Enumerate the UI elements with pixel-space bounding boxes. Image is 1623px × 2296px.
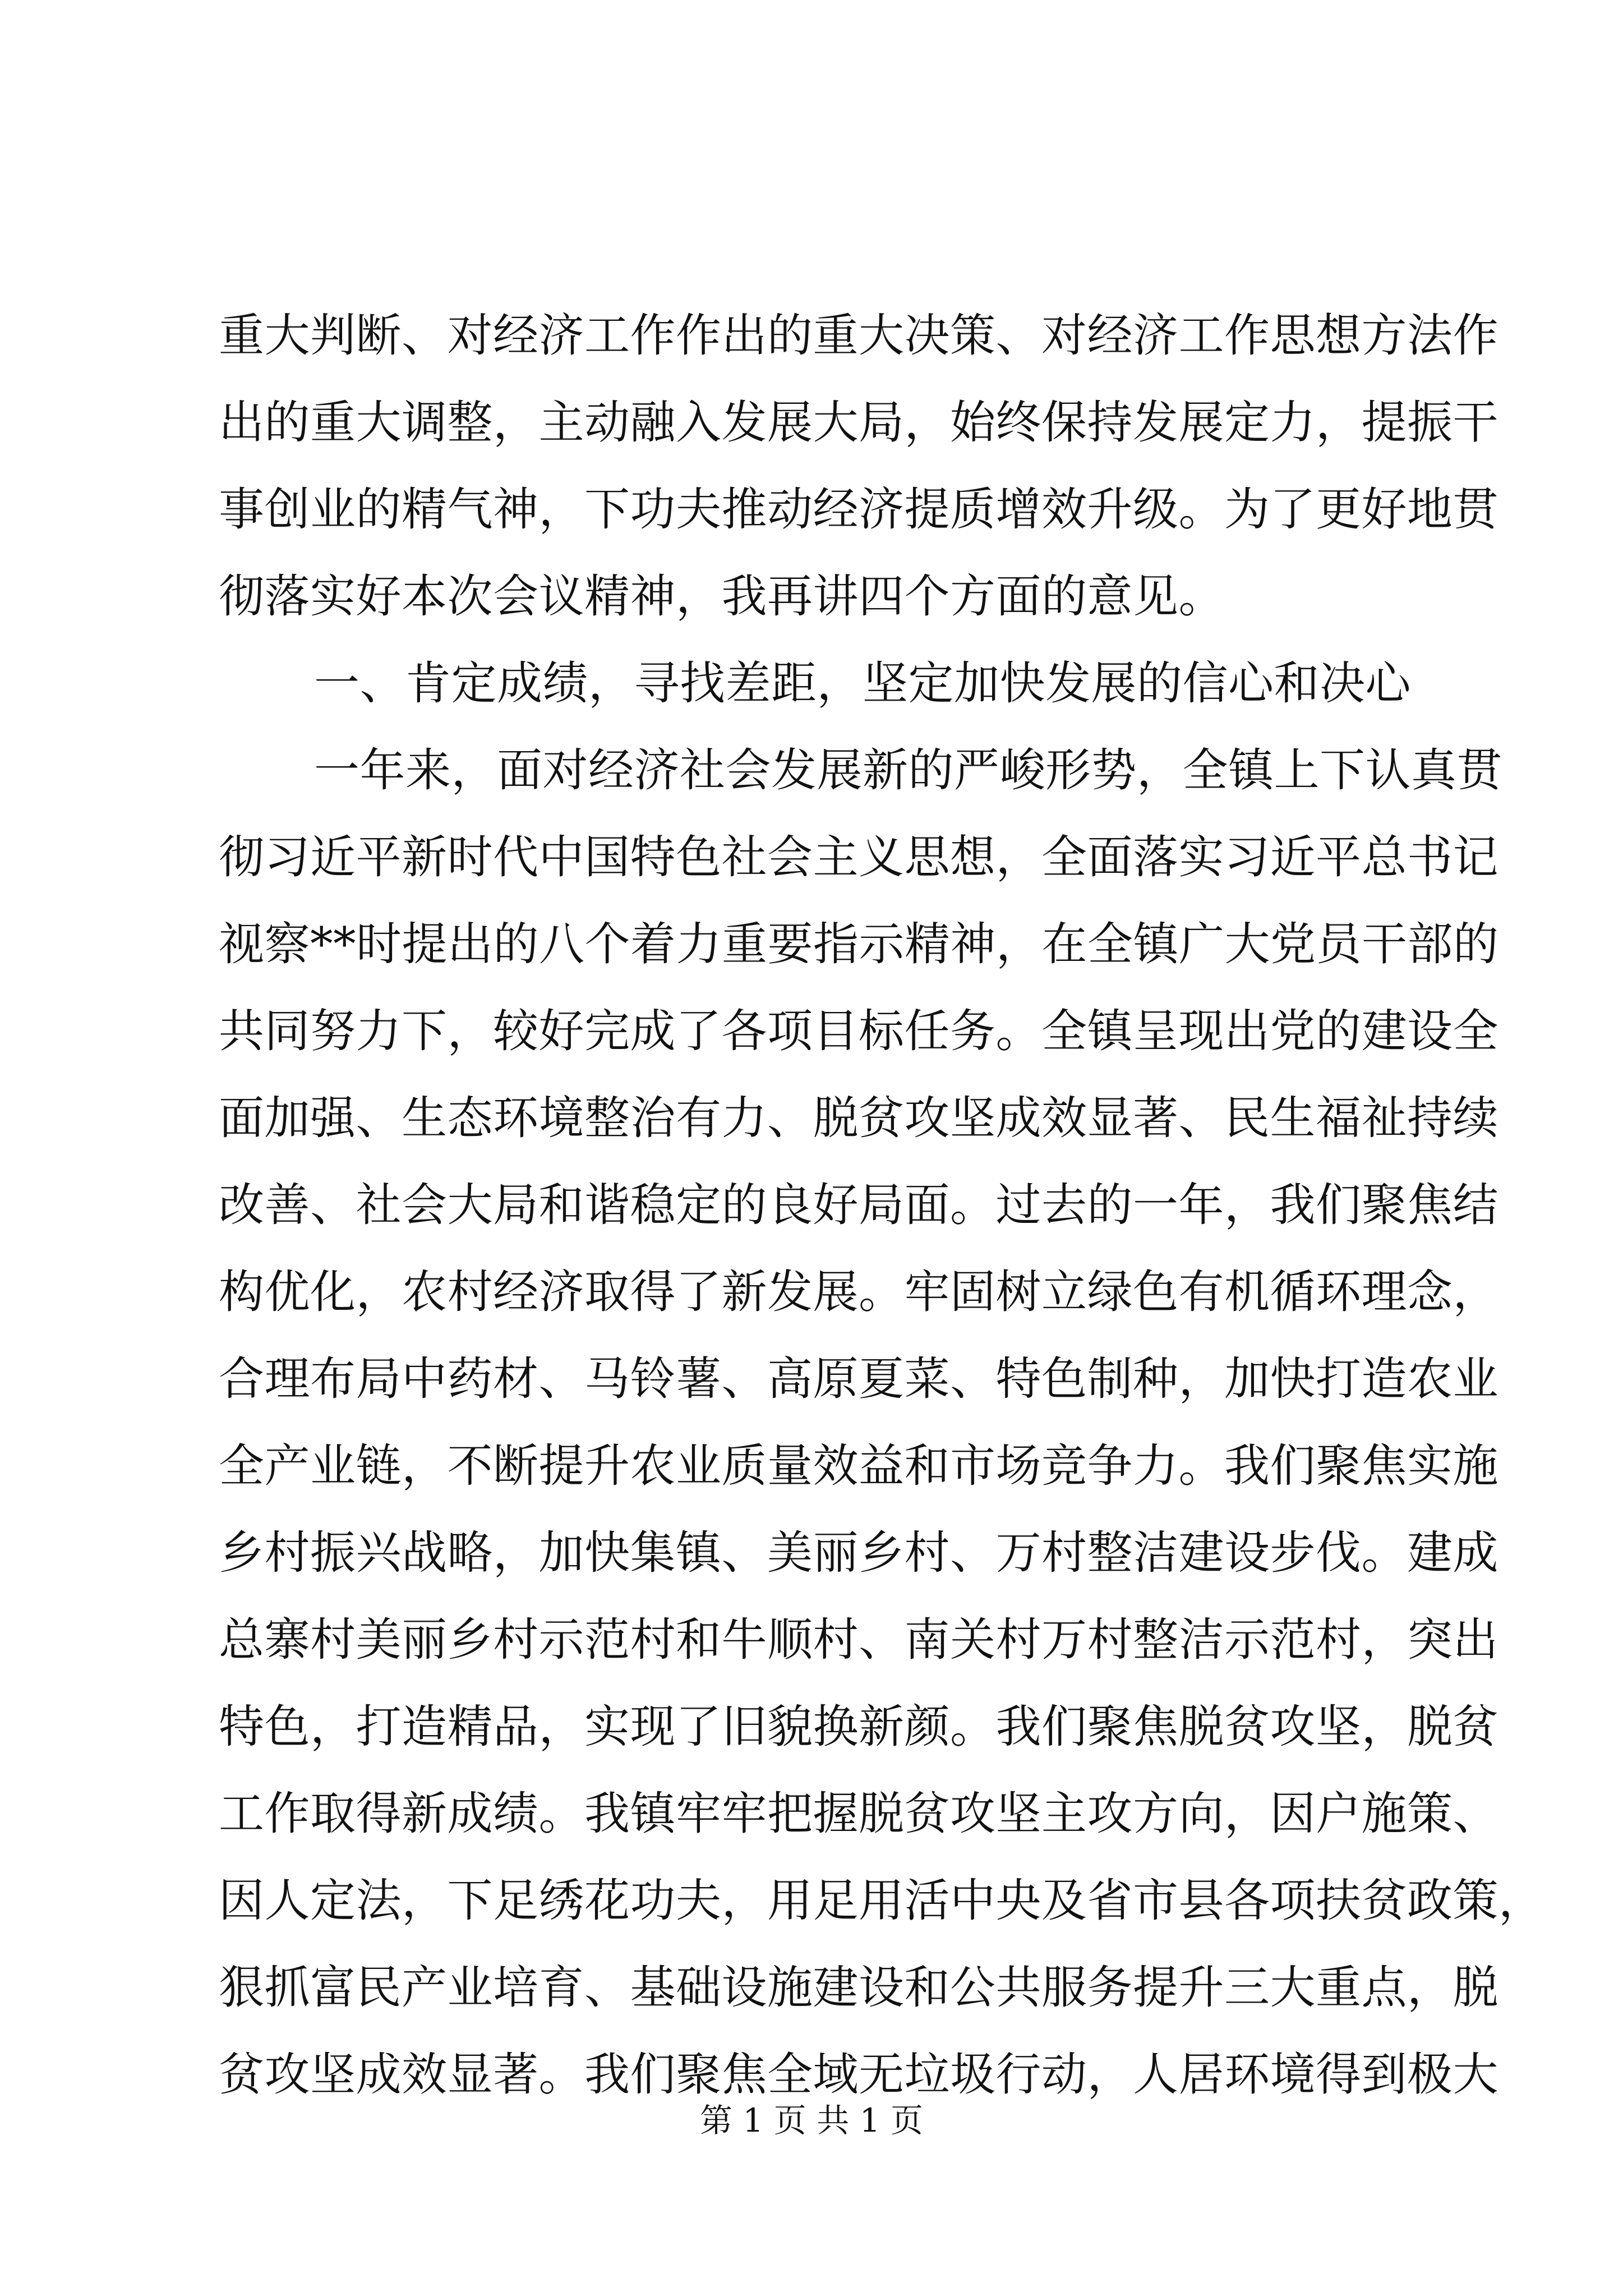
text-line: 全产业链，不断提升农业质量效益和市场竞争力。我们聚焦实施 — [219, 1440, 1499, 1493]
text-line: 彻落实好本次会议精神，我再讲四个方面的意见。 — [219, 570, 1225, 623]
text-line: 狠抓富民产业培育、基础设施建设和公共服务提升三大重点，脱 — [219, 1962, 1499, 2014]
text-line: 工作取得新成绩。我镇牢牢把握脱贫攻坚主攻方向，因户施策、 — [219, 1788, 1499, 1841]
section-heading: 一、肯定成绩，寻找差距，坚定加快发展的信心和决心 — [314, 657, 1412, 710]
text-line: 贫攻坚成效显著。我们聚焦全域无垃圾行动，人居环境得到极大 — [219, 2049, 1499, 2101]
text-line: 因人定法，下足绣花功夫，用足用活中央及省市县各项扶贫政策， — [219, 1875, 1544, 1927]
paragraph-first-line: 一年来，面对经济社会发展新的严峻形势，全镇上下认真贯 — [314, 744, 1503, 797]
text-line: 彻习近平新时代中国特色社会主义思想，全面落实习近平总书记 — [219, 831, 1499, 884]
text-line: 合理布局中药材、马铃薯、高原夏菜、特色制种，加快打造农业 — [219, 1353, 1499, 1406]
page-footer: 第 1 页 共 1 页 — [700, 2101, 923, 2139]
text-line: 共同努力下，较好完成了各项目标任务。全镇呈现出党的建设全 — [219, 1005, 1499, 1058]
text-line: 乡村振兴战略，加快集镇、美丽乡村、万村整洁建设步伐。建成 — [219, 1527, 1499, 1580]
text-line: 视察**时提出的八个着力重要指示精神，在全镇广大党员干部的 — [219, 918, 1499, 971]
text-line: 出的重大调整，主动融入发展大局，始终保持发展定力，提振干 — [219, 397, 1499, 449]
text-line: 面加强、生态环境整治有力、脱贫攻坚成效显著、民生福祉持续 — [219, 1092, 1499, 1145]
text-line: 重大判断、对经济工作作出的重大决策、对经济工作思想方法作 — [219, 310, 1499, 362]
text-line: 总寨村美丽乡村示范村和牛顺村、南关村万村整洁示范村，突出 — [219, 1614, 1499, 1667]
text-line: 改善、社会大局和谐稳定的良好局面。过去的一年，我们聚焦结 — [219, 1179, 1499, 1232]
text-line: 特色，打造精品，实现了旧貌换新颜。我们聚焦脱贫攻坚，脱贫 — [219, 1701, 1499, 1754]
text-line: 构优化，农村经济取得了新发展。牢固树立绿色有机循环理念， — [219, 1266, 1499, 1319]
text-line: 事创业的精气神，下功夫推动经济提质增效升级。为了更好地贯 — [219, 484, 1499, 536]
document-body — [219, 293, 1544, 2119]
